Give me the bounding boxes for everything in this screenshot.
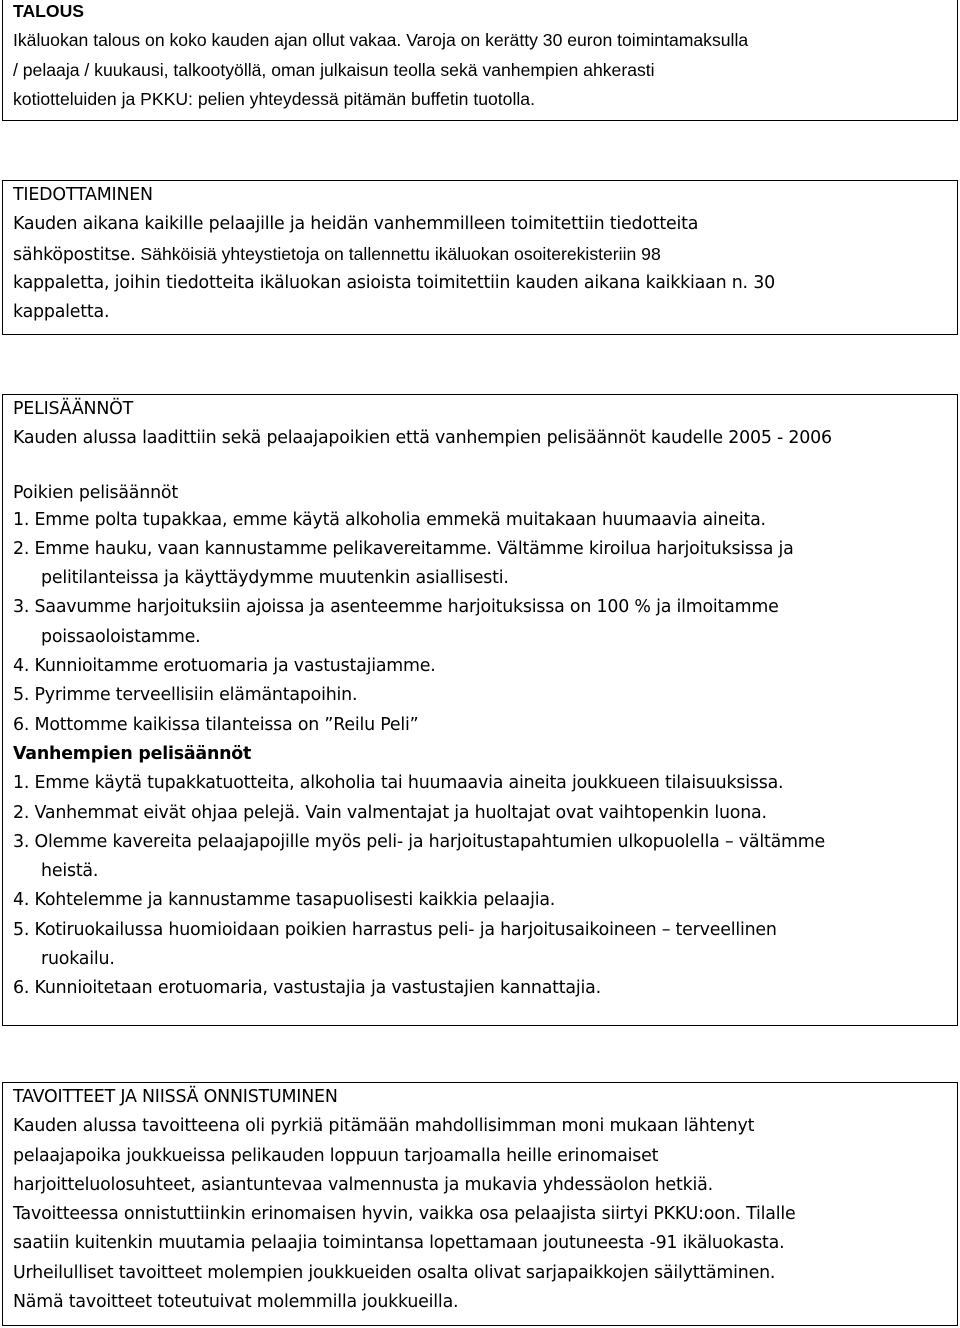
talous-line-3: kotiotteluiden ja PKKU: pelien yhteydessä pitämän buffetin tuotolla. — [13, 88, 535, 109]
tavoitteet-line-1: Kauden alussa tavoitteena oli pyrkiä pitämään mahdollisimman moni mukaan lähtenyt — [13, 1116, 755, 1137]
pelisaannot-section — [2, 394, 958, 1026]
tiedottaminen-line-2b: Sähköisiä yhteystietoja on tallennettu ikäluokan osoiterekisteriin 98 — [135, 243, 661, 264]
talous-line-1: Ikäluokan talous on koko kauden ajan ollut vakaa. Varoja on kerätty 30 euron toimintamaksulla — [13, 30, 749, 51]
pelisaannot-intro: Kauden alussa laadittiin sekä pelaajapoikien että vanhempien pelisäännöt kaudelle 2005 - 2006 — [13, 428, 832, 449]
tiedottaminen-line-2 — [13, 240, 951, 269]
tiedottaminen-line-2a: sähköpostitse. — [13, 244, 136, 265]
tavoitteet-line-2: pelaajapoika joukkueissa pelikauden loppuun tarjoamalla heille erinomaiset — [13, 1145, 659, 1166]
tavoitteet-line-4: Tavoitteessa onnistuttiinkin erinomaisen hyvin, vaikka osa pelaajista siirtyi PKKU:oon. Tilalle — [13, 1204, 796, 1225]
poikien-rule-4: 4. Kunnioitamme erotuomaria ja vastustajiamme. — [13, 656, 436, 677]
poikien-rule-6: 6. Mottomme kaikissa tilanteissa on ”Reilu Peli” — [13, 714, 419, 735]
pelisaannot-heading: PELISÄÄNNÖT — [13, 399, 134, 419]
vanhempien-rule-1: 1. Emme käytä tupakkatuotteita, alkoholia tai huumaavia aineita joukkueen tilaisuuksissa. — [13, 773, 784, 794]
poikien-rule-3-cont: poissaoloistamme. — [41, 626, 201, 647]
poikien-rule-1: 1. Emme polta tupakkaa, emme käytä alkoholia emmekä muitakaan huumaavia aineita. — [13, 509, 766, 530]
vanhempien-rule-5-cont: ruokailu. — [41, 949, 115, 970]
vanhempien-rule-6: 6. Kunnioitetaan erotuomaria, vastustajia ja vastustajien kannattajia. — [13, 978, 601, 999]
talous-line-2: / pelaaja / kuukausi, talkootyöllä, oman julkaisun teolla sekä vanhempien ahkerasti — [13, 59, 655, 80]
tavoitteet-section — [2, 1082, 958, 1326]
tavoitteet-heading: TAVOITTEET JA NIISSÄ ONNISTUMINEN — [13, 1087, 338, 1107]
tavoitteet-line-7: Nämä tavoitteet toteutuivat molemmilla joukkueilla. — [13, 1292, 459, 1313]
tavoitteet-line-3: harjoitteluolosuhteet, asiantuntevaa valmennusta ja mukavia yhdessäolon hetkiä. — [13, 1174, 713, 1195]
poikien-rule-2-cont: pelitilanteissa ja käyttäydymme muutenkin asiallisesti. — [41, 568, 509, 589]
tavoitteet-line-5: saatiin kuitenkin muutamia pelaajia toimintansa lopettamaan joutuneesta -91 ikäluokasta. — [13, 1233, 785, 1254]
vanhempien-rule-2: 2. Vanhemmat eivät ohjaa pelejä. Vain valmentajat ja huoltajat ovat vaihtopenkin luona. — [13, 802, 767, 823]
poikien-rule-5: 5. Pyrimme terveellisiin elämäntapoihin. — [13, 685, 358, 706]
tiedottaminen-line-3: kappaletta, joihin tiedotteita ikäluokan asioista toimitettiin kauden aikana kaikkiaan n. 30 — [13, 272, 775, 293]
vanhempien-rule-3: 3. Olemme kavereita pelaajapojille myös peli- ja harjoitustapahtumien ulkopuolella – vältämme — [13, 831, 826, 852]
poikien-rule-3: 3. Saavumme harjoituksiin ajoissa ja asenteemme harjoituksissa on 100 % ja ilmoitamme — [13, 597, 779, 618]
vanhempien-rule-4: 4. Kohtelemme ja kannustamme tasapuolisesti kaikkia pelaajia. — [13, 890, 556, 911]
vanhempien-heading: Vanhempien pelisäännöt — [13, 743, 252, 764]
poikien-heading: Poikien pelisäännöt — [13, 482, 178, 503]
tavoitteet-line-6: Urheilulliset tavoitteet molempien joukkueiden osalta olivat sarjapaikkojen säilyttäminen. — [13, 1262, 776, 1283]
vanhempien-rule-5: 5. Kotiruokailussa huomioidaan poikien harrastus peli- ja harjoitusaikoineen – terveellinen — [13, 919, 777, 940]
poikien-rule-2: 2. Emme hauku, vaan kannustamme pelikavereitamme. Vältämme kiroilua harjoituksissa ja — [13, 538, 794, 559]
tiedottaminen-line-4: kappaletta. — [13, 302, 110, 323]
tiedottaminen-heading: TIEDOTTAMINEN — [13, 185, 153, 205]
tiedottaminen-section — [2, 180, 958, 335]
talous-section — [2, 0, 958, 121]
talous-heading: TALOUS — [13, 1, 85, 21]
vanhempien-rule-3-cont: heistä. — [41, 861, 99, 882]
tiedottaminen-line-1: Kauden aikana kaikille pelaajille ja heidän vanhemmilleen toimitettiin tiedotteita — [13, 214, 699, 235]
